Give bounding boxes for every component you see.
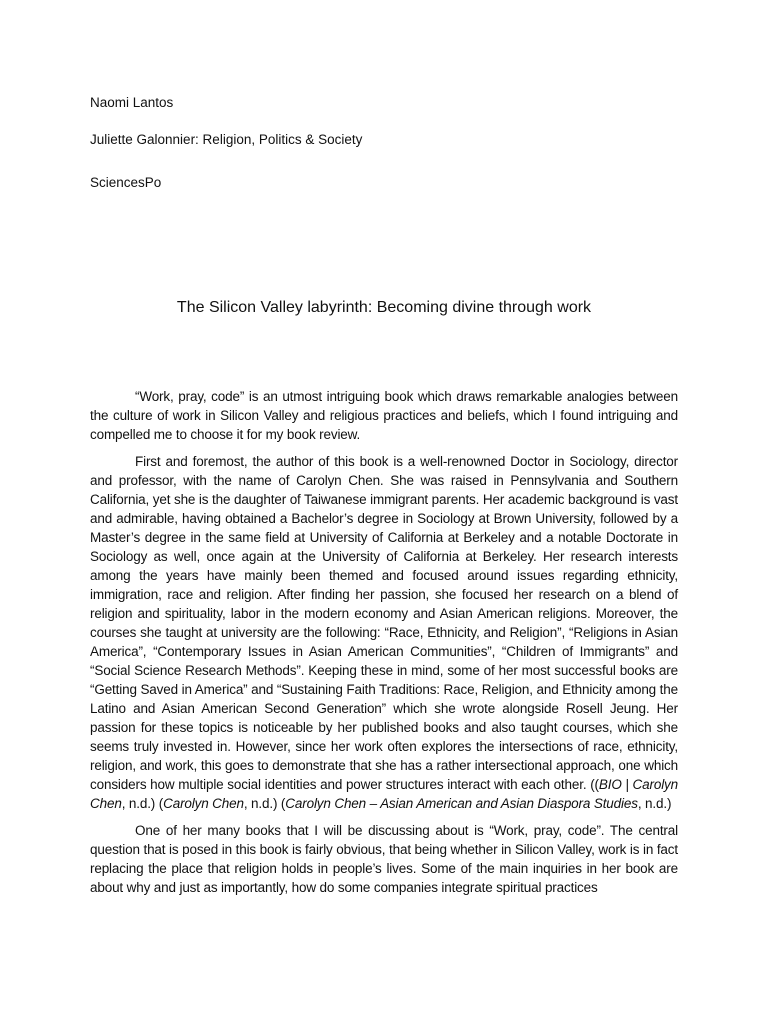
essay-title: The Silicon Valley labyrinth: Becoming divine through work	[176, 299, 592, 316]
author-name: Naomi Lantos	[90, 95, 174, 110]
essay-body	[90, 387, 678, 905]
citation-sep-1: , n.d.) (	[121, 796, 164, 811]
paragraph-book-question: One of her many books that I will be discussing about is “Work, pray, code”. The central question that is posed in this book is fairly obvious, that being whether in Silicon Valley, work is in fact replacing the place that religion holds in people’s lives. Some of the main inquiries in her book are about why and just as importantly, how do some companies integrate spiritual practices	[90, 823, 678, 895]
citation-name: Carolyn Chen	[163, 796, 244, 811]
author-bio-text: First and foremost, the author of this book is a well-renowned Doctor in Sociology, director and professor, with the name of Carolyn Chen. She was raised in Pennsylvania and Southern California, yet she is the daughter of Taiwanese immigrant parents. Her academic background is vast and admirable, having obtained a Bachelor’s degree in Sociology at Brown University, followed by a Master’s degree in the same field at University of California at Berkeley and a notable Doctorate in Sociology as well, once again at the University of California at Berkeley. Her research interests among the years have mainly been themed and focused around issues regarding ethnicity, immigration, race and religion. After finding her passion, she focused her research on a blend of religion and spirituality, labor in the modern economy and Asian American religions. Moreover, the courses she taught at university are the following: “Race, Ethnicity, and Religion”, “Religions in Asian America”, “Contemporary Issues in Asian American Communities”, “Children of Immigrants” and “Social Science Research Methods”. Keeping these in mind, some of her most successful books are “Getting Saved in America” and “Sustaining Faith Traditions: Race, Religion, and Ethnicity among the Latino and Asian American Second Generation” which she wrote alongside Rosell Jeung. Her passion for these topics is noticeable by her published books and also taught courses, which she seems truly invested in. However, since her work often explores the intersections of race, ethnicity, religion, and work, this goes to demonstrate that she has a rather intersectional approach, one which considers how multiple social identities and power structures interact with each other. ((	[90, 454, 678, 792]
citation-end: , n.d.)	[637, 796, 672, 811]
citation-sep-2: , n.d.) (	[243, 796, 286, 811]
course-line: Juliette Galonnier: Religion, Politics & Society	[90, 132, 363, 147]
citation-bio: BIO | Carolyn Chen	[90, 777, 678, 811]
paragraph-author-bio	[90, 452, 678, 813]
paragraph-intro: “Work, pray, code” is an utmost intriguing book which draws remarkable analogies between the culture of work in Silicon Valley and religious practices and beliefs, which I found intriguing and compelled me to choose it for my book review.	[90, 389, 678, 442]
institution-name: SciencesPo	[90, 175, 162, 190]
citation-studies: Carolyn Chen – Asian American and Asian Diaspora Studies	[285, 796, 638, 811]
